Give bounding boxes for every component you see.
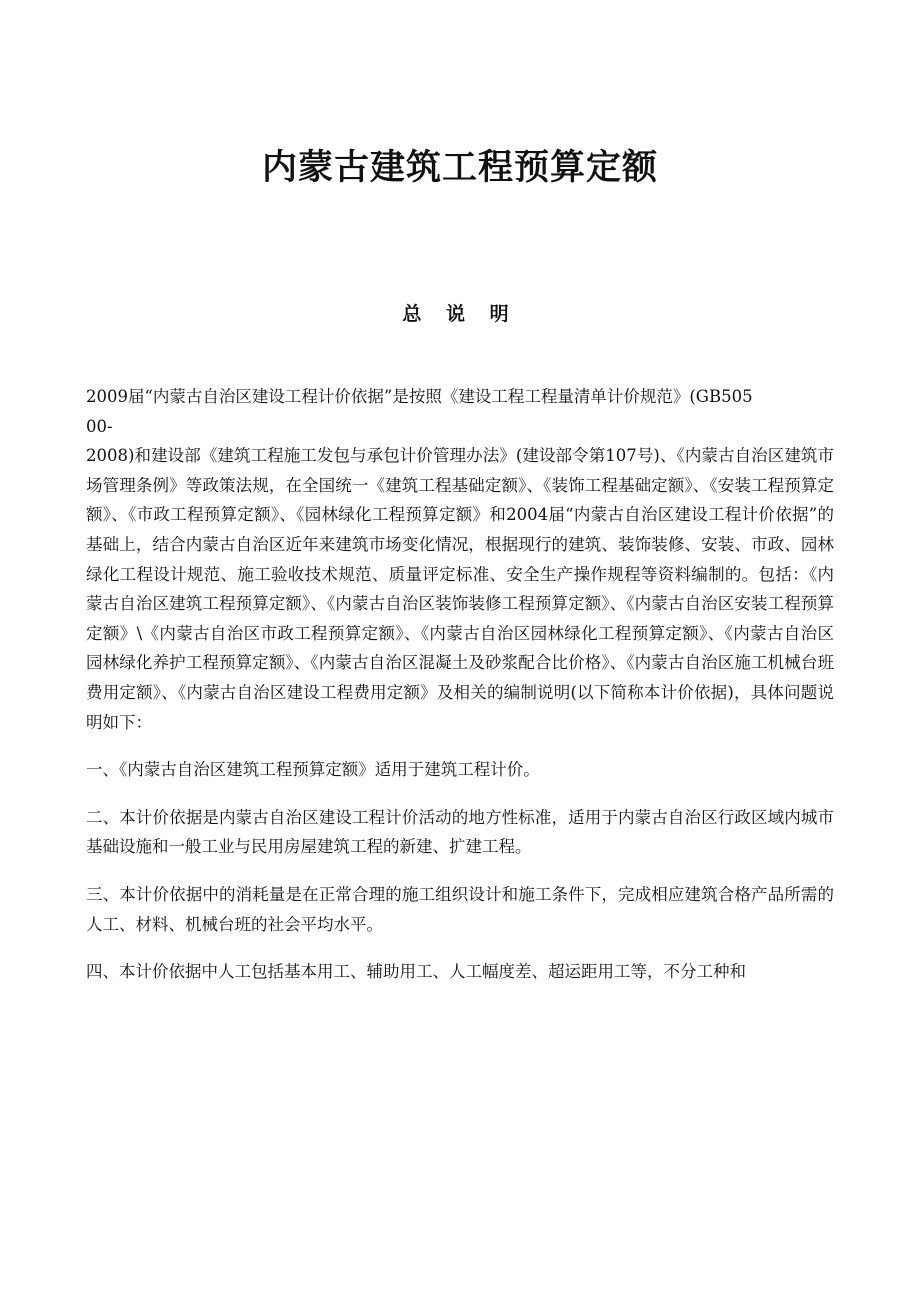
clause-3: 三、本计价依据中的消耗量是在正常合理的施工组织设计和施工条件下，完成相应建筑合格产品所需的人工、材料、机械台班的社会平均水平。 bbox=[86, 884, 834, 934]
clause-4: 四、本计价依据中人工包括基本用工、辅助用工、人工幅度差、超运距用工等，不分工种和 bbox=[86, 962, 746, 982]
intro-line-2: 00- bbox=[86, 416, 113, 436]
section-title: 总 说 明 bbox=[402, 303, 518, 325]
intro-line-1: 2009届“内蒙古自治区建设工程计价依据”是按照《建设工程工程量清单计价规范》(GB505 bbox=[86, 387, 753, 406]
document-title: 内蒙古建筑工程预算定额 bbox=[261, 147, 658, 188]
clause-2: 二、本计价依据是内蒙古自治区建设工程计价活动的地方性标准，适用于内蒙古自治区行政区域内城市基础设施和一般工业与民用房屋建筑工程的新建、扩建工程。 bbox=[86, 807, 834, 857]
clause-1: 一、《内蒙古自治区建筑工程预算定额》适用于建筑工程计价。 bbox=[86, 760, 540, 780]
intro-line-rest: 2008)和建设部《建筑工程施工发包与承包计价管理办法》(建设部令第107号)、《内蒙古自治区建筑市场管理条例》等政策法规，在全国统一《建筑工程基础定额》、《装饰工程基础定额》、《安装工程预算定额》、《市政工程预算定额》、《园林绿化工程预算定额》和2004届“内蒙古自治区建设工程计价依据”的基础上，结合内蒙古自治区近年来建筑市场变化情况，根据现行的建筑、装饰装修、安装、市政、园林绿化工程设计规范、施工验收技术规范、质量评定标准、安全生产操作规程等资料编制的。包括：《内蒙古自治区建筑工程预算定额》、《内蒙古自治区装饰装修工程预算定额》、《内蒙古自治区安装工程预算定额》\《内蒙古自治区市政工程预算定额》、《内蒙古自治区园林绿化工程预算定额》、《内蒙古自治区园林绿化养护工程预算定额》、《内蒙古自治区混凝土及砂浆配合比价格》、《内蒙古自治区施工机械台班费用定额》、《内蒙古自治区建设工程费用定额》及相关的编制说明(以下简称本计价依据)，具体问题说明如下： bbox=[86, 446, 834, 732]
intro-paragraph bbox=[86, 382, 834, 737]
document-body bbox=[86, 382, 834, 987]
